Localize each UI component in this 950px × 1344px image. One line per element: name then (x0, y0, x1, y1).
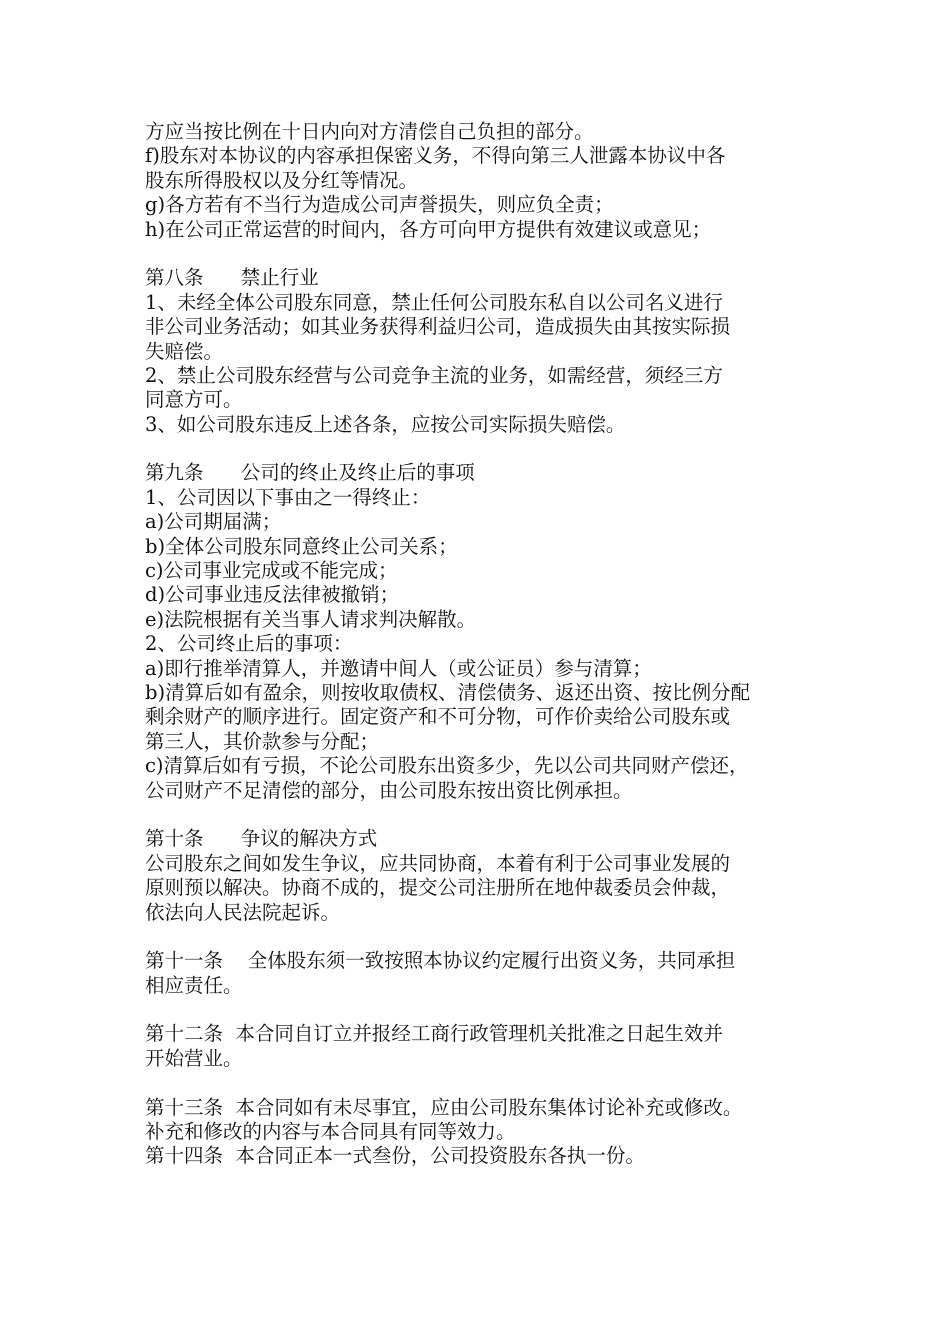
paragraph-line: 失赔偿。 (145, 339, 224, 363)
paragraph-line: 开始营业。 (145, 1046, 243, 1070)
paragraph-line: 相应责任。 (145, 973, 243, 997)
paragraph-line: 第三人，其价款参与分配； (145, 729, 380, 753)
paragraph-line: a)公司期届满； (145, 510, 282, 534)
spacer (145, 242, 825, 266)
spacer (145, 925, 825, 949)
document-page (145, 120, 825, 1169)
article-10-title: 第十条 争议的解决方式 (145, 827, 378, 851)
paragraph-line: 2、公司终止后的事项： (145, 632, 353, 656)
paragraph-line: d)公司事业违反法律被撤销； (145, 583, 400, 607)
paragraph-line: 补充和修改的内容与本合同具有同等效力。 (145, 1120, 516, 1144)
article-8-title: 第八条 禁止行业 (145, 266, 319, 290)
paragraph-line: b)全体公司股东同意终止公司关系； (145, 534, 458, 558)
paragraph-line: g)各方若有不当行为造成公司声誉损失，则应负全责； (145, 193, 614, 217)
article-11-line: 第十一条 全体股东须一致按照本协议约定履行出资义务，共同承担 (145, 949, 736, 973)
paragraph-line: 依法向人民法院起诉。 (145, 900, 341, 924)
paragraph-line: 原则预以解决。协商不成的，提交公司注册所在地仲裁委员会仲裁， (145, 876, 731, 900)
paragraph-line: c)清算后如有亏损，不论公司股东出资多少，先以公司共同财产偿还， (145, 754, 749, 778)
article-9-title: 第九条 公司的终止及终止后的事项 (145, 461, 475, 485)
paragraph-line: 同意方可。 (145, 388, 243, 412)
article-14-line: 第十四条 本合同正本一式叁份，公司投资股东各执一份。 (145, 1144, 645, 1168)
paragraph-line: 3、如公司股东违反上述各条，应按公司实际损失赔偿。 (145, 412, 626, 436)
article-12-line: 第十二条 本合同自订立并报经工商行政管理机关批准之日起生效并 (145, 1022, 723, 1046)
paragraph-line: b)清算后如有盈余，则按收取债权、清偿债务、返还出资、按比例分配 (145, 680, 751, 704)
paragraph-line: 1、公司因以下事由之一得终止： (145, 485, 431, 509)
paragraph-line: 股东所得股权以及分红等情况。 (145, 168, 419, 192)
paragraph-line: c)公司事业完成或不能完成； (145, 559, 398, 583)
paragraph-line: 非公司业务活动；如其业务获得利益归公司，造成损失由其按实际损 (145, 315, 731, 339)
spacer (145, 803, 825, 827)
paragraph-line: 方应当按比例在十日内向对方清偿自己负担的部分。 (145, 120, 594, 143)
paragraph-line: 剩余财产的顺序进行。固定资产和不可分物，可作价卖给公司股东或 (145, 705, 731, 729)
article-13-line: 第十三条 本合同如有未尽事宜，应由公司股东集体讨论补充或修改。 (145, 1095, 743, 1119)
paragraph-line: f)股东对本协议的内容承担保密义务，不得向第三人泄露本协议中各 (145, 144, 726, 168)
paragraph-line: a)即行推举清算人，并邀请中间人（或公证员）参与清算； (145, 656, 652, 680)
spacer (145, 1071, 825, 1095)
paragraph-line: 2、禁止公司股东经营与公司竞争主流的业务，如需经营，须经三方 (145, 363, 723, 387)
spacer (145, 998, 825, 1022)
paragraph-line: 公司财产不足清偿的部分，由公司股东按出资比例承担。 (145, 778, 633, 802)
spacer (145, 437, 825, 461)
paragraph-line: e)法院根据有关当事人请求判决解散。 (145, 607, 477, 631)
paragraph-line: 公司股东之间如发生争议，应共同协商，本着有利于公司事业发展的 (145, 851, 731, 875)
paragraph-line: 1、未经全体公司股东同意，禁止任何公司股东私自以公司名义进行 (145, 290, 723, 314)
paragraph-line: h)在公司正常运营的时间内，各方可向甲方提供有效建议或意见； (145, 217, 712, 241)
